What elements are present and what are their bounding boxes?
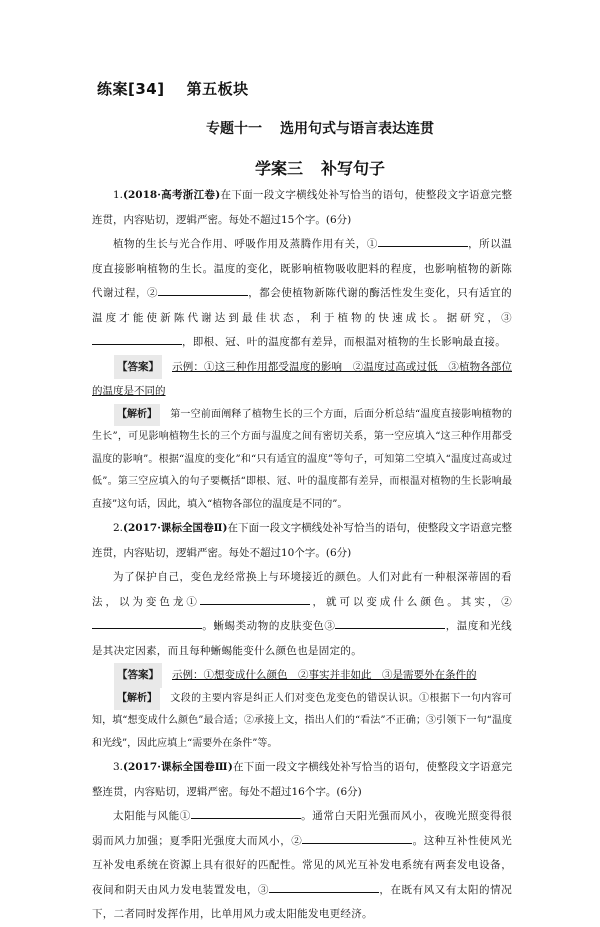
document-body <box>92 183 512 927</box>
question-3-stem <box>92 755 512 804</box>
passage-text: 。通常白天阳光强而风小，夜晚光照变得很弱而风力加强；夏季阳光强度大而风小，② <box>92 810 512 847</box>
worksheet-label: 练案[34] <box>97 80 165 98</box>
answer-tag: 【答案】 <box>114 663 162 688</box>
question-number: 2. <box>113 522 124 534</box>
answer-blank-3[interactable] <box>269 880 379 893</box>
answer-blank-2[interactable] <box>92 616 202 629</box>
passage-text: 。这种互补性使风光互补发电系统在资源上具有很好的匹配性。常见的风光互补发电系统有两套发电设备，夜间和阴天由风力发电装置发电，③ <box>92 834 512 896</box>
analysis-text: 文段的主要内容是纠正人们对变色龙变色的错误认识。①根据下一句内容可知，填“想变成什么颜色”最合适；②承接上文，指出人们的“看法”不正确；③引领下一句“温度和光线”，因此应填上“需要外在条件”等。 <box>92 692 512 749</box>
topic-number: 专题十一 <box>206 121 262 137</box>
question-2-analysis <box>92 688 512 756</box>
question-text: 在下面一段文字横线处补写恰当的语句，使整段文字语意完整连贯，内容贴切，逻辑严密。每处不超过15个字。(6分) <box>92 189 512 226</box>
passage-text: 为了保护自己，变色龙经常换上与环境接近的颜色。人们对此有一种根深蒂固的看法，以为变色龙① <box>92 571 512 608</box>
answer-blank-3[interactable] <box>92 332 182 345</box>
question-3-passage <box>92 804 512 927</box>
topic-name: 选用句式与语言表达连贯 <box>280 121 434 137</box>
answer-blank-1[interactable] <box>200 592 310 605</box>
analysis-tag: 【解析】 <box>114 688 160 711</box>
passage-text: ，就可以变成什么颜色。其实，② <box>309 595 512 608</box>
question-1-answer <box>92 355 512 404</box>
analysis-text: 第一空前面阐释了植物生长的三个方面，后面分析总结“温度直接影响植物的生长”，可见影响植物生长的三个方面与温度之间有密切关系，第一空应填入“这三种作用都受温度的影响”。根据“温度的变化”和“只有适宜的温度”等句子，可知第二空填入“温度过高或过低”。第三空应填入的句子要概括“即根、冠、叶的温度都有差异，而根温对植物的生长影响最直接”这句话，因此，填入“植物各部位的温度是不同的”。 <box>92 408 512 510</box>
case-title <box>200 156 440 179</box>
question-source: (2017·课标全国卷Ⅱ) <box>123 522 228 534</box>
question-1-passage <box>92 232 512 355</box>
passage-text: ，都会使植物新陈代谢的酶活性发生变化，只有适宜的温度才能使新陈代谢达到最佳状态，利于植物的快速成长。据研究，③ <box>92 287 512 324</box>
answer-blank-1[interactable] <box>191 806 301 819</box>
topic-title <box>160 118 480 138</box>
answer-text: 示例：①这三种作用都受温度的影响 ②温度过高或过低 ③植物各部位的温度是不同的 <box>92 360 512 397</box>
case-name: 补写句子 <box>321 159 386 178</box>
answer-blank-3[interactable] <box>335 616 445 629</box>
worksheet-header <box>97 78 249 99</box>
answer-tag: 【答案】 <box>114 355 162 380</box>
analysis-tag: 【解析】 <box>114 404 160 427</box>
question-1-analysis <box>92 404 512 517</box>
passage-text: ，即根、冠、叶的温度都有差异，而根温对植物的生长影响最直接。 <box>182 336 506 348</box>
question-2-answer <box>92 663 512 688</box>
question-text: 在下面一段文字横线处补写恰当的语句，使整段文字语意完整连贯，内容贴切，逻辑严密。每处不超过16个字。(6分) <box>92 761 513 798</box>
section-label: 第五板块 <box>186 80 249 98</box>
question-source: (2017·课标全国卷Ⅲ) <box>123 761 233 773</box>
question-source: (2018·高考浙江卷) <box>123 189 221 201</box>
passage-text: ，在既有风又有太阳的情况下，二者同时发挥作用，比单用风力或太阳能发电更经济。 <box>92 883 512 920</box>
question-number: 3. <box>113 761 124 773</box>
case-number: 学案三 <box>254 159 303 178</box>
passage-text: ，所以温度直接影响植物的生长。温度的变化，既影响植物吸收肥料的程度，也影响植物的新陈代谢过程，② <box>92 238 513 299</box>
passage-text: 植物的生长与光合作用、呼吸作用及蒸腾作用有关，① <box>113 238 378 250</box>
question-text: 在下面一段文字横线处补写恰当的语句，使整段文字语意完整连贯，内容贴切，逻辑严密。每处不超过10个字。(6分) <box>92 522 512 559</box>
question-number: 1. <box>113 189 124 201</box>
answer-blank-2[interactable] <box>302 831 412 844</box>
question-2-passage <box>92 565 512 663</box>
passage-text: 太阳能与风能① <box>113 810 191 822</box>
question-1-stem <box>92 183 512 232</box>
question-2-stem <box>92 516 512 565</box>
answer-blank-2[interactable] <box>158 283 248 296</box>
answer-blank-1[interactable] <box>378 234 468 247</box>
passage-text: 。蜥蜴类动物的皮肤变色③ <box>202 620 336 632</box>
passage-text: ，温度和光线是其决定因素，而且每种蜥蜴能变什么颜色也是固定的。 <box>92 620 512 657</box>
answer-text: 示例：①想变成什么颜色 ②事实并非如此 ③是需要外在条件的 <box>172 669 477 681</box>
